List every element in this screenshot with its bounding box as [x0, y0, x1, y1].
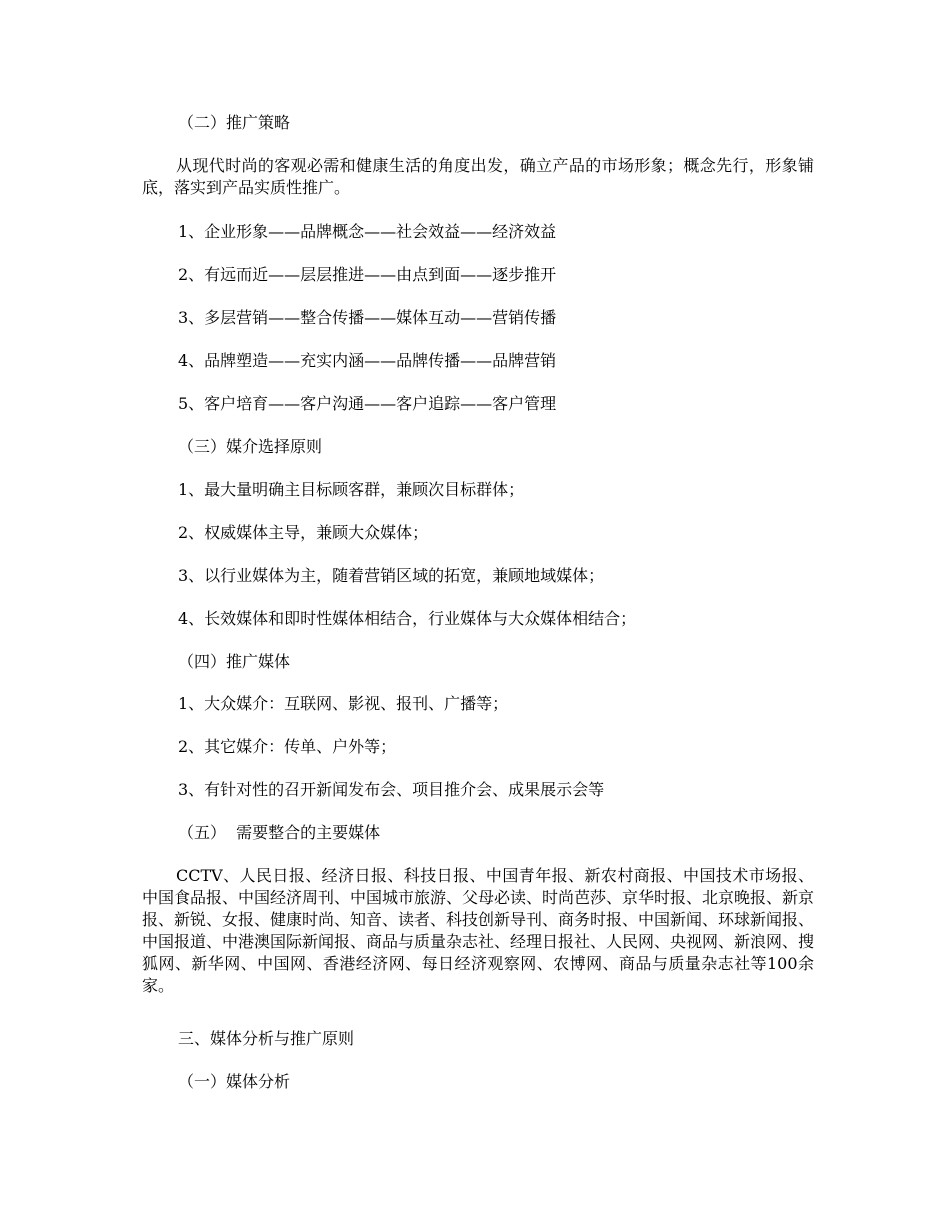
- section-heading-media-selection: （三）媒介选择原则: [178, 437, 323, 456]
- media-item-1: 1、大众媒介：互联网、影视、报刊、广播等；: [178, 694, 509, 713]
- selection-item-1: 1、最大量明确主目标顾客群，兼顾次目标群体；: [178, 480, 525, 499]
- strategy-item-4: 4、品牌塑造——充实内涵——品牌传播——品牌营销: [178, 351, 557, 370]
- media-item-2: 2、其它媒介：传单、户外等；: [178, 737, 397, 756]
- chapter-heading-media-analysis: 三、媒体分析与推广原则: [178, 1029, 355, 1048]
- strategy-item-3: 3、多层营销——整合传播——媒体互动——营销传播: [178, 308, 557, 327]
- intro-paragraph: 从现代时尚的客观必需和健康生活的角度出发，确立产品的市场形象；概念先行，形象铺底，落实到产品实质性推广。: [142, 156, 814, 197]
- section-heading-media-analysis: （一）媒体分析: [178, 1072, 291, 1091]
- strategy-item-1: 1、企业形象——品牌概念——社会效益——经济效益: [178, 222, 557, 241]
- section-heading-integrated-media: （五） 需要整合的主要媒体: [178, 823, 381, 842]
- selection-item-3: 3、以行业媒体为主，随着营销区域的拓宽，兼顾地域媒体；: [178, 566, 605, 585]
- section-heading-promotion-media: （四）推广媒体: [178, 652, 291, 671]
- media-list-paragraph: CCTV、人民日报、经济日报、科技日报、中国青年报、新农村商报、中国技术市场报、中国食品报、中国经济周刊、中国城市旅游、父母必读、时尚芭莎、京华时报、北京晚报、新京报、新锐、女报、健康时尚、知音、读者、科技创新导刊、商务时报、中国新闻、环球新闻报、中国报道、中港澳国际新闻报、商品与质量杂志社、经理日报社、人民网、央视网、新浪网、搜狐网、新华网、中国网、香港经济网、每日经济观察网、农博网、商品与质量杂志社等100余家。: [142, 866, 815, 995]
- selection-item-2: 2、权威媒体主导，兼顾大众媒体；: [178, 523, 429, 542]
- strategy-item-5: 5、客户培育——客户沟通——客户追踪——客户管理: [178, 394, 557, 413]
- section-heading-promotion-strategy: （二）推广策略: [178, 113, 291, 132]
- strategy-item-2: 2、有远而近——层层推进——由点到面——逐步推开: [178, 265, 557, 284]
- media-item-3: 3、有针对性的召开新闻发布会、项目推介会、成果展示会等: [178, 780, 605, 799]
- selection-item-4: 4、长效媒体和即时性媒体相结合，行业媒体与大众媒体相结合；: [178, 609, 637, 628]
